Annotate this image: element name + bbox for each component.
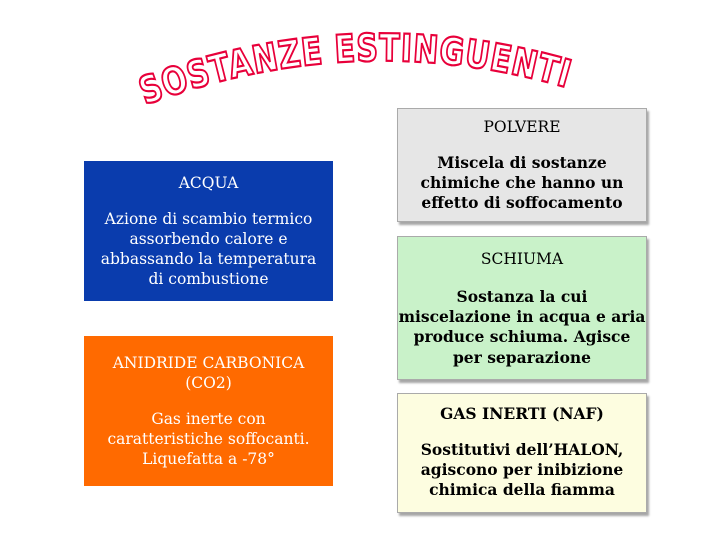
acqua-heading: ACQUA	[178, 173, 239, 192]
anidride-carbonica-description: Gas inerte con caratteristiche soffocanti. Liquefatta a -78°	[107, 409, 310, 469]
gas-inerti-description: Sostitutivi dell’HALON, agiscono per inibizione chimica della fiamma	[420, 440, 624, 500]
page-title	[130, 30, 590, 110]
schiuma-box	[397, 236, 647, 380]
acqua-description: Azione di scambio termico assorbendo calore e abbassando la temperatura di combustione	[100, 209, 317, 289]
polvere-heading: POLVERE	[483, 118, 561, 136]
polvere-description: Miscela di sostanze chimiche che hanno un effetto di soffocamento	[420, 153, 624, 213]
gas-inerti-heading: GAS INERTI (NAF)	[440, 404, 604, 423]
page-title-text	[133, 30, 580, 110]
acqua-box	[84, 161, 333, 301]
anidride-carbonica-heading: ANIDRIDE CARBONICA (CO2)	[112, 353, 305, 392]
anidride-carbonica-box	[84, 336, 333, 486]
schiuma-description: Sostanza la cui miscelazione in acqua e aria produce schiuma. Agisce per separazione	[398, 287, 646, 367]
page-title-path: SOSTANZE ESTINGUENTI	[133, 30, 580, 110]
gas-inerti-box	[397, 393, 647, 513]
polvere-box	[397, 108, 647, 222]
schiuma-heading: SCHIUMA	[480, 250, 564, 268]
